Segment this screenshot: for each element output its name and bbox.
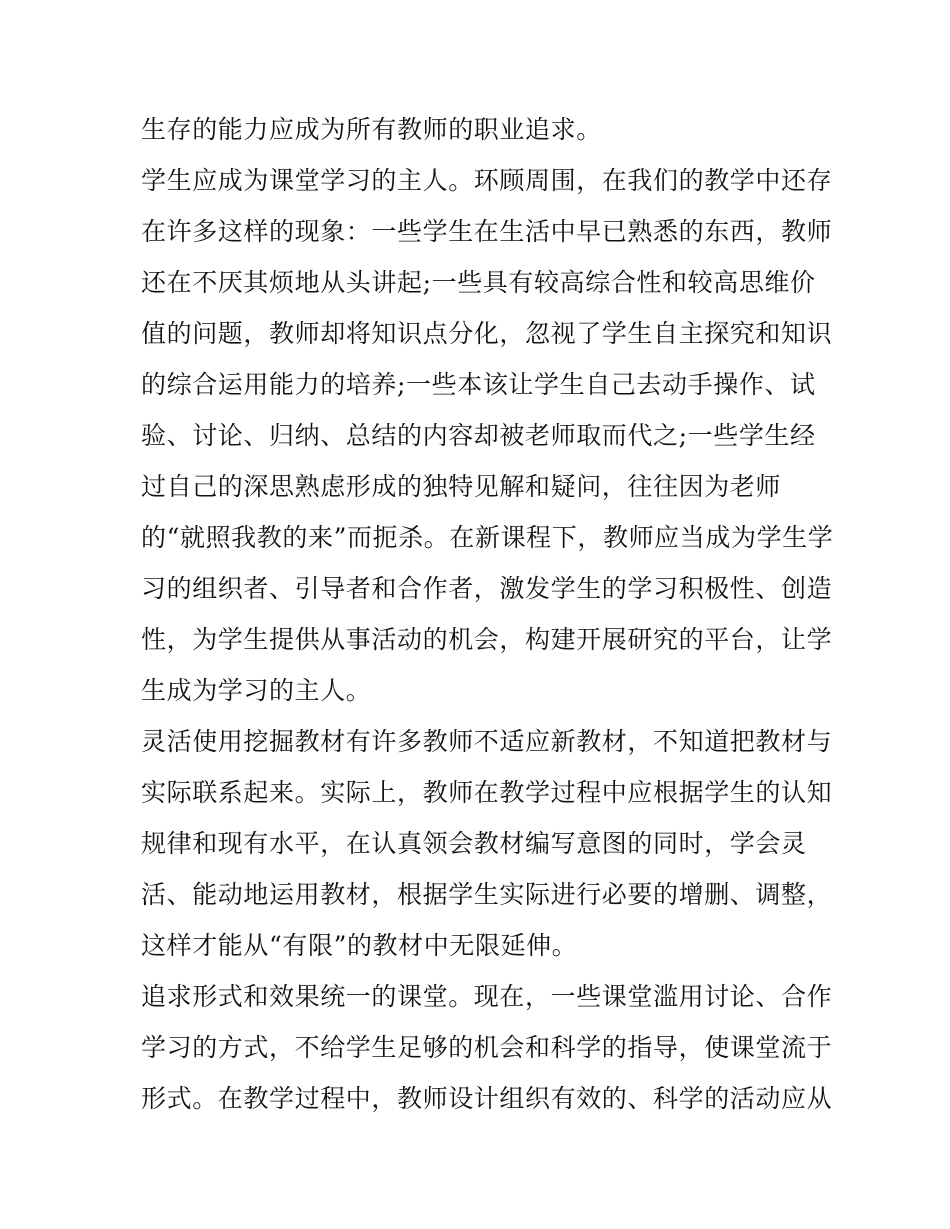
text-line: 性，为学生提供从事活动的机会，构建开展研究的平台，让学 — [141, 625, 833, 654]
text-line: 的综合运用能力的培养;一些本该让学生自己去动手操作、试 — [141, 370, 816, 399]
text-line: 生存的能力应成为所有教师的职业追求。 — [141, 115, 602, 144]
text-line: 学习的方式，不给学生足够的机会和科学的指导，使课堂流于 — [141, 1033, 833, 1062]
text-line: 还在不厌其烦地从头讲起;一些具有较高综合性和较高思维价 — [141, 268, 816, 297]
text-line: 的“就照我教的来”而扼杀。在新课程下，教师应当成为学生学 — [141, 523, 834, 552]
document-body — [141, 104, 834, 1124]
text-line: 这样才能从“有限”的教材中无限延伸。 — [141, 931, 578, 960]
text-line: 值的问题，教师却将知识点分化，忽视了学生自主探究和知识 — [141, 319, 833, 348]
text-line: 追求形式和效果统一的课堂。现在，一些课堂滥用讨论、合作 — [141, 982, 833, 1011]
text-line: 验、讨论、归纳、总结的内容却被老师取而代之;一些学生经 — [141, 421, 816, 450]
text-line: 学生应成为课堂学习的主人。环顾周围，在我们的教学中还存 — [141, 166, 833, 195]
text-line: 规律和现有水平，在认真领会教材编写意图的同时，学会灵 — [141, 829, 807, 858]
text-line: 生成为学习的主人。 — [141, 676, 372, 705]
text-line: 灵活使用挖掘教材有许多教师不适应新教材，不知道把教材与 — [141, 727, 833, 756]
text-line: 过自己的深思熟虑形成的独特见解和疑问，往往因为老师 — [141, 472, 782, 501]
text-line: 形式。在教学过程中，教师设计组织有效的、科学的活动应从 — [141, 1084, 833, 1113]
text-line: 活、能动地运用教材，根据学生实际进行必要的增删、调整， — [141, 880, 833, 909]
text-line: 在许多这样的现象：一些学生在生活中早已熟悉的东西，教师 — [141, 217, 833, 246]
text-line: 习的组织者、引导者和合作者，激发学生的学习积极性、创造 — [141, 574, 833, 603]
text-line: 实际联系起来。实际上，教师在教学过程中应根据学生的认知 — [141, 778, 833, 807]
